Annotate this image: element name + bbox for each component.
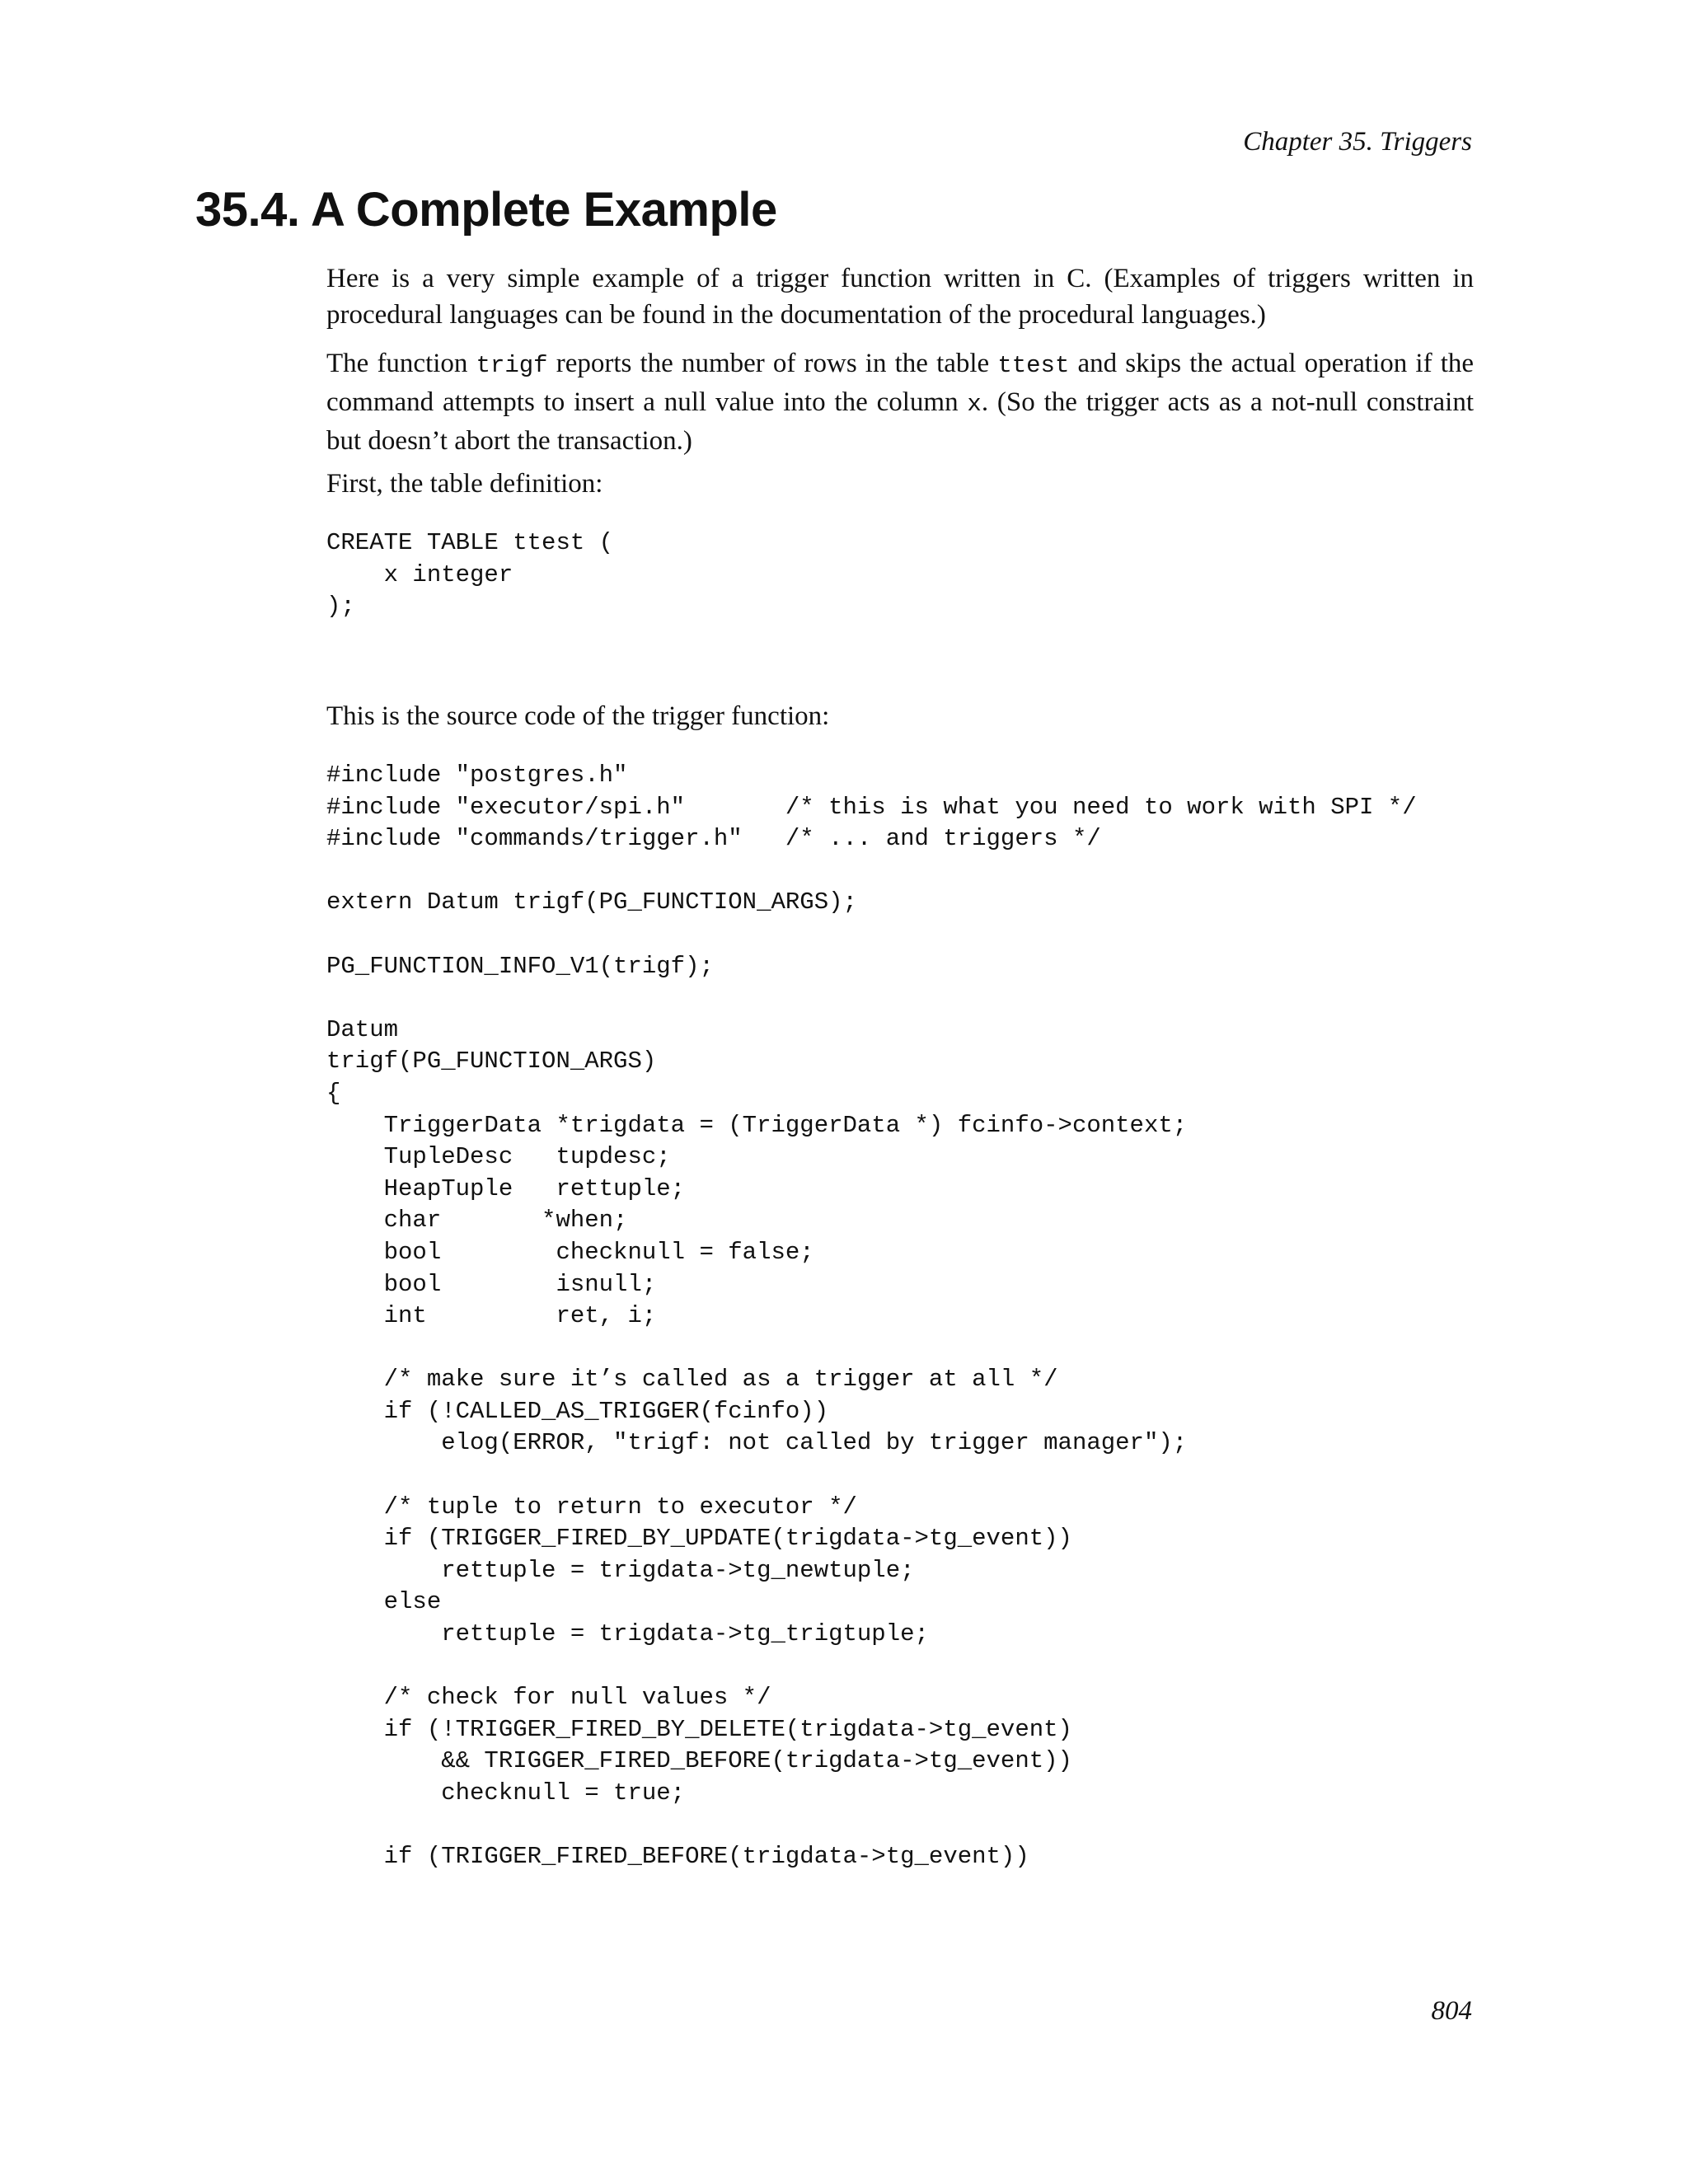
text-run: . (So the trigger acts as a not-null constraint but doesn’t abort the transaction.) <box>326 387 1474 456</box>
chapter-header: Chapter 35. Triggers <box>1243 127 1472 157</box>
text-run: reports the number of rows in the table <box>547 349 998 378</box>
page-number: 804 <box>1431 1996 1472 2026</box>
text-run: The function <box>326 349 476 378</box>
inline-code-table-name: ttest <box>997 352 1070 379</box>
table-definition-code: CREATE TABLE ttest ( x integer ); <box>326 529 614 621</box>
trigger-function-code: #include "postgres.h" #include "executor/spi.h" /* this is what you need to work with SPI */ #include "commands/trigger.h" /* ... and triggers */ extern Datum trigf(PG_FUNCTION_ARGS); PG_FUNCTION_INFO_V1(trigf); Datum trigf(PG_FUNCTION_ARGS) { TriggerData *trigdata = (TriggerData *) fcinfo->context; TupleDesc tupdesc; HeapTuple rettuple; char *when; bool checknull = false; bool isnull; int ret, i; /* make sure it’s called as a trigger at all */ if (!CALLED_AS_TRIGGER(fcinfo)) elog(ERROR, "trigf: not called by trigger manager"); /* tuple to return to executor */ if (TRIGGER_FIRED_BY_UPDATE(trigdata->tg_event)) rettuple = trigdata->tg_newtuple; else rettuple = trigdata->tg_trigtuple; /* check for null values */ if (!TRIGGER_FIRED_BY_DELETE(trigdata->tg_event) && TRIGGER_FIRED_BEFORE(trigdata->tg_event)) checknull = true; if (TRIGGER_FIRED_BEFORE(trigdata->tg_event)) <box>326 762 1417 1871</box>
description-paragraph <box>326 345 1474 459</box>
inline-code-column-name: x <box>967 391 982 418</box>
table-definition-intro: First, the table definition: <box>326 469 603 499</box>
text-run: and skips the actual operation if the command attempts to insert a null value into the column <box>326 349 1475 417</box>
source-code-intro: This is the source code of the trigger function: <box>326 701 830 731</box>
section-title: 35.4. A Complete Example <box>195 183 777 237</box>
inline-code-function-name: trigf <box>476 352 548 379</box>
intro-paragraph: Here is a very simple example of a trigger function written in C. (Examples of triggers written in procedural languages can be found in the documentation of the procedural languages.) <box>326 264 1474 330</box>
